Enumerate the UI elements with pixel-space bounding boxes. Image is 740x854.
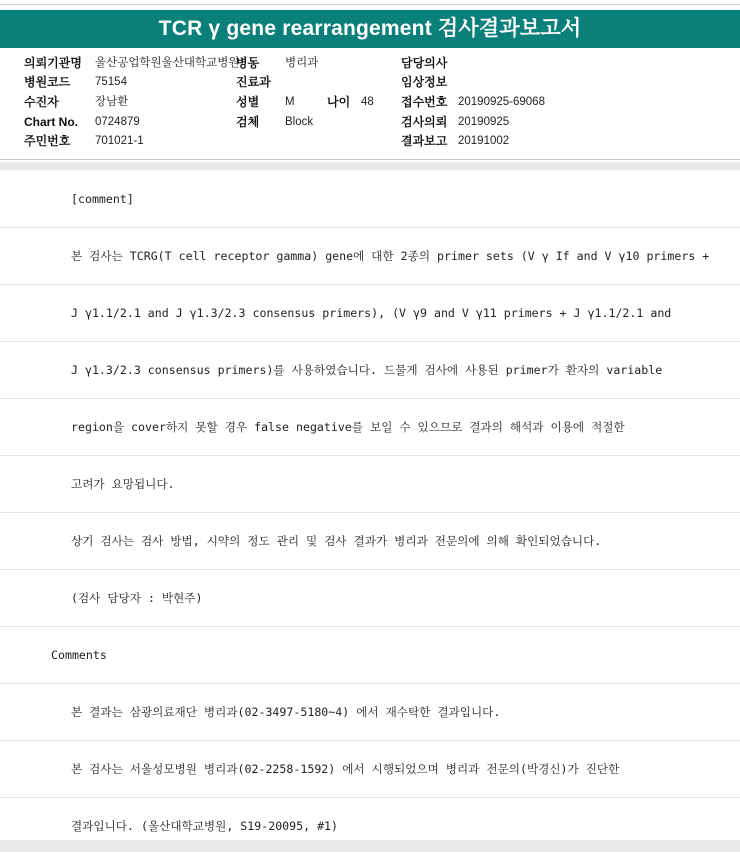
sex-label: 성별	[236, 95, 260, 109]
report-line: 본 결과는 삼광의료재단 병리과(02-3497-5180~4) 에서 재수탁한 결과입니다.	[0, 683, 740, 741]
age-value: 48	[361, 96, 374, 108]
comments-heading: Comments	[0, 626, 740, 684]
ward-label: 병동	[236, 56, 260, 70]
report-line: J γ1.1/2.1 and J γ1.3/2.3 consensus primers), (V γ9 and V γ11 primers + J γ1.1/2.1 and	[0, 284, 740, 342]
specimen-value: Block	[285, 116, 314, 128]
chart-no-value: 0724879	[95, 116, 140, 128]
report-line: 상기 검사는 검사 방법, 시약의 정도 관리 및 검사 결과가 병리과 전문의에 의해 확인되었습니다.	[0, 512, 740, 570]
patient-label: 수진자	[24, 95, 59, 109]
hospital-code-label: 병원코드	[24, 75, 71, 89]
resident-no-value: 701021-1	[95, 135, 144, 147]
report-line: 결과입니다. (울산대학교병원, S19-20095, #1)	[71, 818, 339, 833]
report-line: 고려가 요망됩니다.	[0, 455, 740, 513]
hospital-code-value: 75154	[95, 76, 127, 88]
receipt-no-value: 20190925-69068	[458, 96, 545, 108]
dept-label: 진료과	[236, 75, 271, 89]
institution-label: 의뢰기관명	[24, 56, 82, 70]
sex-value: M	[285, 96, 295, 108]
report-title: TCR γ gene rearrangement 검사결과보고서	[0, 10, 740, 48]
chart-no-label: Chart No.	[24, 115, 78, 129]
ward-value: 병리과	[285, 57, 319, 69]
report-line: J γ1.3/2.3 consensus primers)를 사용하였습니다. 드물게 검사에 사용된 primer가 환자의 variable	[0, 341, 740, 399]
request-date-value: 20190925	[458, 116, 510, 128]
doctor-label: 담당의사	[401, 56, 448, 70]
age-label: 나이	[327, 95, 351, 109]
report-line: 본 검사는 TCRG(T cell receptor gamma) gene에 대한 2종의 primer sets (V γ If and V γ10 primers +	[0, 227, 740, 285]
specimen-label: 검체	[236, 115, 260, 129]
report-date-value: 20191002	[458, 135, 510, 147]
clinical-info-label: 임상정보	[401, 75, 448, 89]
patient-value: 장남환	[95, 96, 129, 108]
top-divider	[0, 4, 740, 5]
resident-no-label: 주민번호	[24, 134, 71, 148]
report-date-label: 결과보고	[401, 134, 448, 148]
report-line: 본 검사는 서울성모병원 병리과(02-2258-1592) 에서 시행되었으며 병리과 전문의(박경신)가 진단한	[0, 740, 740, 798]
section-band	[0, 162, 740, 170]
report-line: [comment]	[0, 170, 740, 228]
patient-info-table	[0, 52, 740, 156]
report-line: region을 cover하지 못할 경우 false negative를 보일 수 있으므로 결과의 해석과 이용에 적절한	[0, 398, 740, 456]
request-date-label: 검사의뢰	[401, 115, 448, 129]
report-line: (검사 담당자 : 박현주)	[0, 569, 740, 627]
header-divider	[0, 159, 740, 160]
institution-value: 울산공업학원울산대학교병원	[95, 57, 240, 69]
receipt-no-label: 접수번호	[401, 95, 448, 109]
footer-band	[0, 840, 740, 852]
